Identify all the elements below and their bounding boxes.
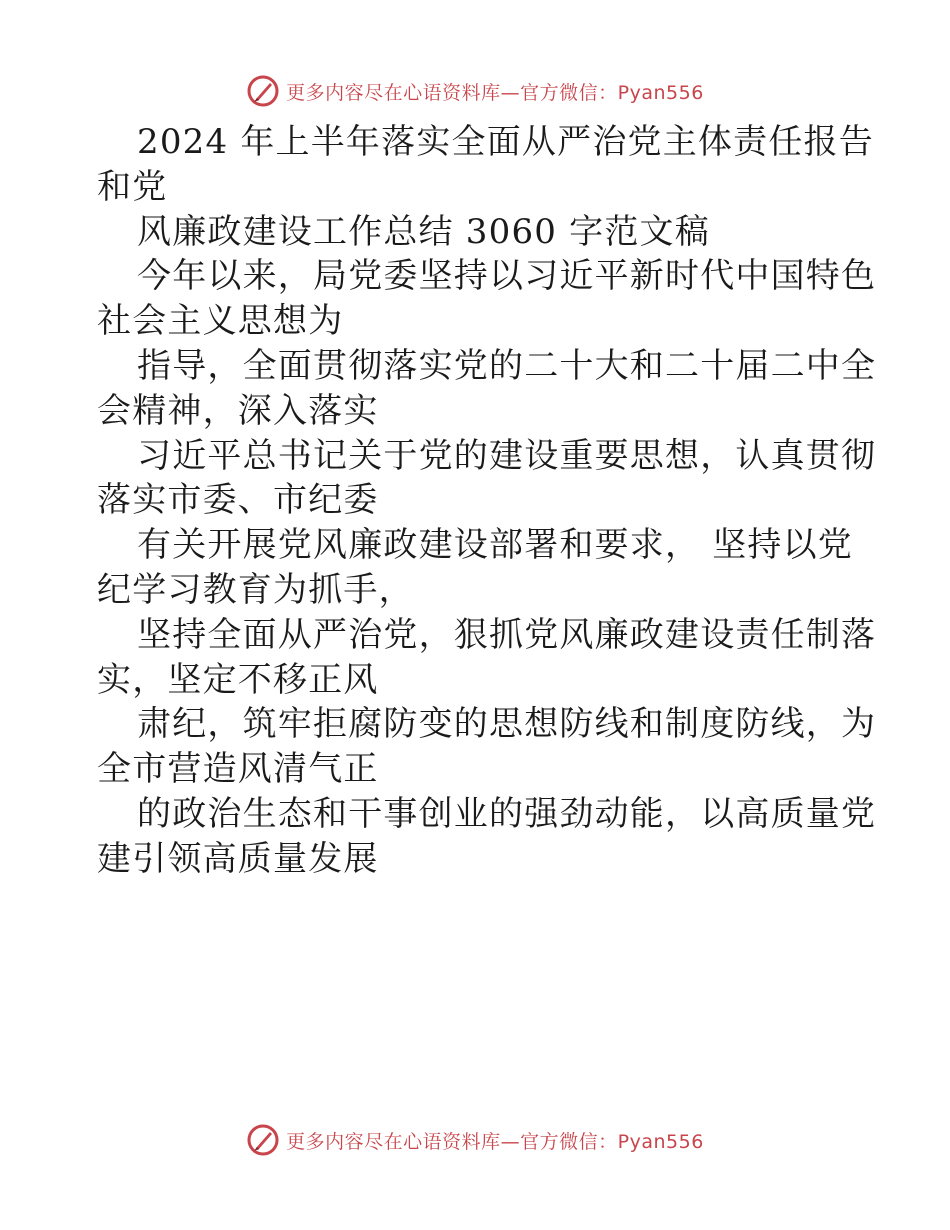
text-line: 指导，全面贯彻落实党的二十大和二十届二中全: [137, 345, 877, 386]
header-watermark: [0, 71, 950, 111]
text-line: 落实市委、市纪委: [97, 480, 379, 521]
text-line: 社会主义思想为: [97, 301, 344, 342]
quill-logo-icon: [246, 1123, 280, 1157]
text-line: 会精神，深入落实: [97, 390, 379, 431]
text-line: 实，坚定不移正风: [97, 659, 379, 700]
text-line: 坚持全面从严治党，狠抓党风廉政建设责任制落: [137, 614, 877, 655]
text-line: 的政治生态和干事创业的强劲动能，以高质量党: [137, 793, 877, 834]
document-body: [97, 120, 877, 882]
text-line: 肃纪，筑牢拒腐防变的思想防线和制度防线，为: [137, 704, 877, 745]
text-line: 2024 年上半年落实全面从严治党主体责任报告: [137, 122, 874, 162]
quill-logo-icon: [246, 74, 280, 108]
text-line: 建引领高质量发展: [97, 838, 379, 879]
text-line: 习近平总书记关于党的建设重要思想，认真贯彻: [137, 435, 877, 476]
watermark-text: 更多内容尽在心语资料库—官方微信：Pyan556: [286, 1130, 704, 1153]
footer-watermark: [0, 1120, 950, 1160]
text-line: 今年以来，局党委坚持以习近平新时代中国特色: [137, 256, 877, 297]
text-line: 全市营造风清气正: [97, 749, 379, 790]
text-line: 风廉政建设工作总结 3060 字范文稿: [137, 211, 710, 252]
text-line: 纪学习教育为抓手，: [97, 569, 414, 610]
watermark-text: 更多内容尽在心语资料库—官方微信：Pyan556: [286, 81, 704, 104]
text-line: 有关开展党风廉政建设部署和要求， 坚持以党: [137, 525, 854, 566]
text-line: 和党: [97, 166, 168, 207]
